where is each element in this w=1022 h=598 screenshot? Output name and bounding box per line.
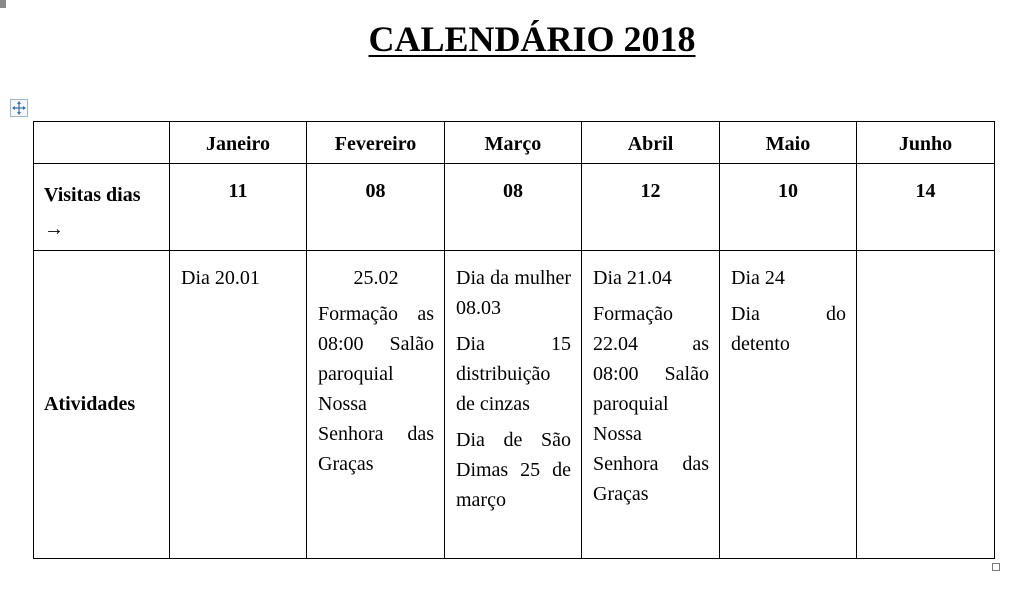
page-corner-marker [0,0,6,8]
activities-junho [857,251,995,559]
visit-day-fevereiro: 08 [307,164,445,251]
calendar-table [33,121,995,559]
page-title: CALENDÁRIO 2018 [368,19,696,59]
activities-row-label: Atividades [34,251,170,559]
visit-day-janeiro: 11 [170,164,307,251]
activity-item: Dia 20.01 [181,267,260,289]
header-row [34,122,995,164]
activities-marco [445,251,582,559]
visit-day-abril: 12 [582,164,720,251]
activity-item: Dia da mulher 08.03 [456,267,571,319]
visits-row [34,164,995,251]
month-header-maio: Maio [720,122,857,164]
header-empty-cell [34,122,170,164]
resize-square-icon[interactable] [992,563,1000,571]
activity-item: Dia de São Dimas 25 de março [456,429,571,511]
right-arrow-icon: → [44,218,64,240]
activity-item: Formação as 08:00 Salão paroquial Nossa Senhora das Graças [318,303,434,475]
activity-item: Dia 15 distribuição de cinzas [456,333,571,415]
visit-day-junho: 14 [857,164,995,251]
activity-item: Dia 24 [731,267,785,289]
month-header-fevereiro: Fevereiro [307,122,445,164]
activities-maio [720,251,857,559]
month-header-abril: Abril [582,122,720,164]
visits-label-text: Visitas dias [44,184,141,206]
move-arrows-icon[interactable] [10,99,28,117]
activity-item: 25.02 [353,267,399,289]
activity-item: Formação 22.04 as 08:00 Salão paroquial Nossa Senhora das Graças [593,303,709,505]
activities-abril [582,251,720,559]
activities-fevereiro [307,251,445,559]
activities-row [34,251,995,559]
month-header-junho: Junho [857,122,995,164]
month-header-janeiro: Janeiro [170,122,307,164]
visits-row-label [34,164,170,251]
visit-day-marco: 08 [445,164,582,251]
activity-item: Dia do detento [731,303,846,355]
activity-item: Dia 21.04 [593,267,672,289]
visit-day-maio: 10 [720,164,857,251]
month-header-marco: Março [445,122,582,164]
activities-janeiro [170,251,307,559]
